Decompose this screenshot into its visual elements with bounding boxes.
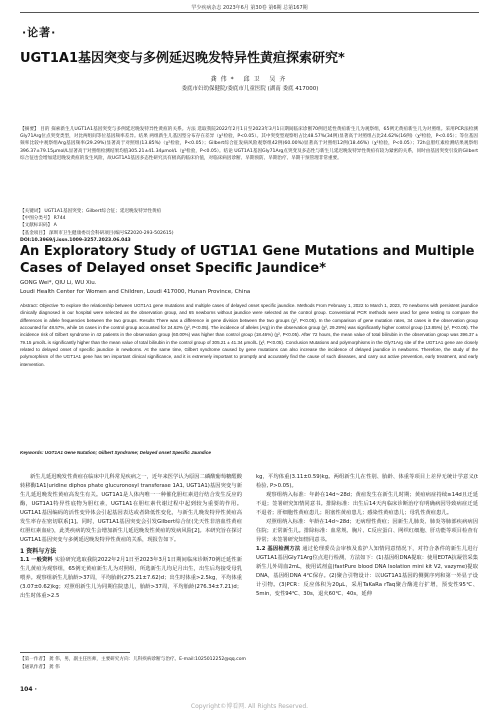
affiliation-en: Loudi Health Center for Women and Children, Loudi 417000, Hunan Province, China [20, 289, 251, 295]
authors-cn: 龚伟* 邱卫 吴齐 [210, 76, 290, 83]
copyright-watermark: Copyright©博看网. All Rights Reserved. [190, 703, 309, 710]
subsection-paragraph [256, 545, 478, 599]
intro-paragraph: 新生儿延迟晚发性黄疸在临床中儿科常见疾病之一，近年来医学认为原因二磷酸葡萄糖醛酸转移酶1A1(uridine diphos phate glucuronosyl transferase 1A1, UGT1A1)基因突变与新生儿延迟晚发性黄疸高发生有关。UGT1A1是人体内唯一一种催化胆红素进行结合发生反应的酶，UGT1A1特异性底物为胆红素，UGT1A1在胆红素代谢过程中起到较为重要的作用。UGT1A1基因编码的活性变异体会引起基因表达或者降低性变化，与新生儿晚发特异性黄疸高发生率存在密切联系[1]。同时，UGT1A1基因突变会引发Gilbert综合征(先天性非溶血性黄疸红胆红素血症)，此类疾病的发生会增加新生儿延迟晚发性黄疸的发病风险[2]。本研究旨在探讨UGT1A1基因突变与多例延迟晚发特异性黄疸的关系，现报告如下。 [20, 474, 242, 543]
clc-number: 【中图分类号】 R744 [20, 216, 66, 222]
abstract-cn: 【摘要】 目的 探索新生儿UGT1A1基因突变与多例延迟晚发特异性黄疸的关系。方法 选取我院2022年2月1日至2023年3月1日期间临床诊断70例迟延性黄疸新生儿为观察组，65例无黄疸新生儿为对照组。采用PCR法检测Gly71Arg位点突变类型，对比两组间等位基因频率差异。结果 两组新生儿基因型分布存在差异（χ²检验，P<0.05）。其中突变型观察组占比48.57%(34例)显著高于对照组占比24.62%(16例)（χ²检验，P<0.05）；等位基因频率比较中观察组Arg基因频率(29.29%)显著高于对照组(13.85%)（χ²检验，P<0.05）；Gilbert综合征发病风险观察组42例(60.00%)显著高于对照组12例(18.46%)（χ²检验，P<0.05）；72h总胆红素检测结果观察组396.37±79.15μmol/L显著高于对照组检测结果均值305.21±41.34μmol/L（χ²检验，P<0.05）。结论 UGT1A1基因Gly71Arg点突变及多态性与新生儿延迟晚发特异性黄疸有较为紧密的关系，同时由基因突变引发的Gilbert综合征也会增加延迟晚发黄疸的发生风险，故UGT1A1基因多态性研究具有极高的临床价值，对临床病因诊断、早期预防、早期治疗、早期干预管理非常重要。 [20, 127, 479, 161]
body-paragraph: 观察组纳入标准：年龄在14d~28d；黄疸发生在新生儿时期；黄疸病症持续≥14d且迁延不退；签署研究知情同意书。排除标准：出生后14天内临床诊断治疗有明确病因导致病症迁延不退者；肝细胞性黄疸患儿；阻塞性黄疸患儿；感染性黄疸患儿；母乳性黄疸患儿。 [256, 492, 478, 516]
metadata-cn [20, 208, 478, 244]
header-rule [20, 12, 479, 13]
article-title-en: An Exploratory Study of UGT1A1 Gene Mutations and Multiple Cases of Delayed onset Specific Jaundice* [20, 244, 475, 276]
footnote-rule [20, 652, 130, 653]
footnote-first-author: 【第一作者】 龚 伟，男，副主任医师，主要研究方向：儿科疾病诊断与治疗。E-mail:1025012252@qq.com [20, 657, 246, 662]
body-column-left [20, 473, 242, 601]
footnote-corresponding: 【通讯作者】 龚 伟 [20, 665, 60, 670]
abstract-en: Abstract: Objective To explore the relationship between UGT1A1 gene mutations and multiple cases of delayed onset specific jaundice. Methods From February 1, 2022 to March 1, 2023, 70 newborns with persistent jaundice clinically diagnosed in our hospital were selected as the observation group, and 65 newborns without jaundice were selected as the control group. Conventional PCR methods were used for gene testing to compare the differences in allele frequencies between the two groups. Results There was a difference in gene division between the two groups (χ², P<0.05). In the comparison of gene mutation rates, 34 cases in the observation group accounted for 48.57%, while 16 cases in the control group accounted for 24.62% (χ², P<0.05). The incidence of alleles (Arg) in the observation group (χ², 29.29%) was significantly higher control group (13.85%) (χ², P<0.05). The incidence risk of Gilbert syndrome in 42 patients in the observation group (60.00%) was higher than control group (18.46%) (χ², P<0.05). After 72 hours, the mean value of total bilirubin in the observation group was 396.37 ± 79.15 μmol/L is significantly higher than the mean value of total bilirubin in the control group of 305.21 ± 41.34 μmol/L (χ², P<0.05). Conclusion Mutations and polymorphisms in the Gly71Arg site of the UGT1A1 gene are closely related to delayed onset of specific jaundice in newborns. At the same time, Gilbert syndrome caused by gene mutations can also increase the incidence of delayed jaundice in newborns. Therefore, the study of the polymorphism of the UGT1A1 gene has ten important clinical significance, and it is extremely important to promptly and accurately find the cause of such diseases, and carry out active prevention, early treatment, and early intervention. [20, 303, 478, 367]
body-paragraph: 对照组纳入标准：年龄在14d~28d；无病理性黄疸；因新生儿肺炎、肺炎等肺部疾病病因住院；正常新生儿。排除标准：血常规、胸片、C反应蛋白、网织红细胞、肝功能等项目检查有异常；未签署研究知情同意书。 [256, 519, 478, 543]
authors-en: GONG Wei*, QIU Li, WU Xiu. [20, 280, 97, 286]
subsection-paragraph [20, 556, 242, 601]
subsection-text: 通过伦理委员会审核及监护人知情同意情况下，对符合条件的新生儿进行UGT1A1基因Gly71Arg位点进行检测，方法如下：(1)基因组DNA提取：使用EDTA抗凝管采集新生儿外周血2mL，使用试剂盒(fastPure blood DNA Isolation mini kit V2, vazyme)提取DNA，基因组DNA 4℃保存。(2)聚合引物设计：以UGT1A1基因的侧翼序列和第一外显子设计引物。(3)PCR：反应体积为20μL，采用TaKaRa rTaq聚合酶进行扩增，预变性95℃、5min，变性94℃、30s，退火60℃、40s，延伸 [256, 546, 478, 597]
section-heading: 1 资料与方法 [20, 548, 57, 555]
body-column-right [256, 473, 478, 599]
subsection-heading: 1.1 一般资料 [20, 557, 53, 563]
affiliation-cn: 娄底市妇幼保健院/娄底市儿童医院 (湖南 娄底 417000) [181, 86, 319, 92]
running-head: 罕少疾病杂志 2023年6月 第30卷 第6期 总第167期 [191, 5, 308, 11]
subsection-heading: 1.2 基因检测方法 [256, 546, 301, 552]
body-paragraph: kg，平均体重(3.11±0.59)kg。两组新生儿在性别、胎龄、体重等项目上差异无统计学意义(t检验, P>0.05)。 [256, 474, 478, 489]
subsection-text: 实验研究选取我院2022年2月1日至2023年3月1日期间临床诊断70例迁延性新生儿黄疸为观察组，65例无黄疸新生儿为对照组，所选新生儿均足月出生，出生后均接受母乳喂养。观察组新生儿胎龄>37周，平均胎龄(275.21±7.62)d；出生时体重>2.5kg，平均体重(3.07±0.62)kg；对照组新生儿为同期住院患儿，胎龄>37周，平均胎龄(276.34±7.21)d；出生时体重>2.5 [20, 557, 242, 599]
doi: DOI:10.3969/j.issn.1009-3257.2023.06.043 [20, 237, 131, 243]
keywords-en: Keywords: UGT1A1 Gene Nutation; Gilbert Syndrome; Delayed onset Specific Jaundice [20, 450, 211, 455]
fund-project: 【基金项目】 深圳市卫生健康委员会科研项目(编号SZ2020-293-502615) [20, 230, 174, 236]
page-number: 104 · [20, 686, 37, 693]
document-code: 【文献标识码】 A [20, 223, 57, 229]
keywords-cn: 【关键词】 UGT1A1基因突变；Gilbert综合征；延迟晚发特异性黄疸 [20, 209, 162, 214]
column-label: ·论著· [22, 26, 57, 39]
article-title-cn: UGT1A1基因突变与多例延迟晚发特异性黄疸探索研究* [20, 51, 345, 66]
